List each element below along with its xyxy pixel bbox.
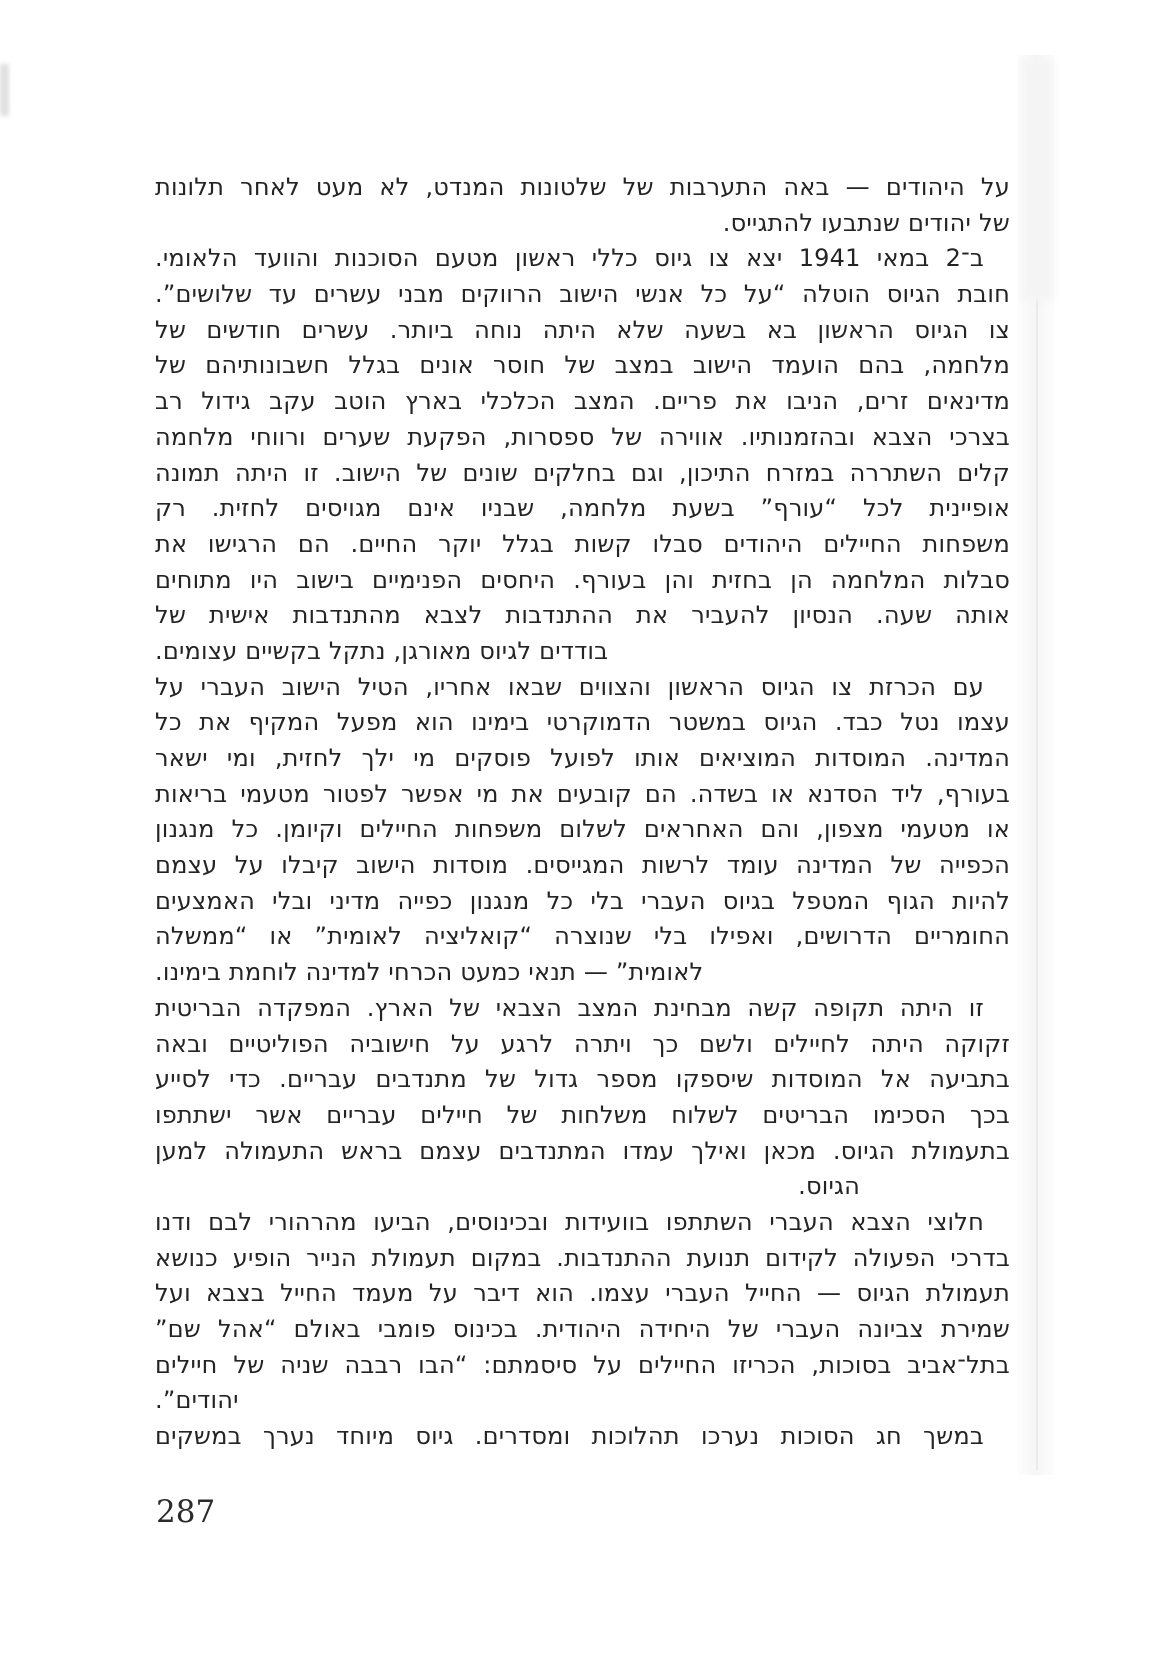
text-line: הגיוס. xyxy=(798,1172,860,1201)
text-line: של יהודים שנתבעו להתגייס. xyxy=(722,208,1010,237)
text-line: אותה שעה. הנסיון להעביר את ההתנדבות לצבא מהתנדבות אישית של xyxy=(155,601,1010,630)
text-line: בכך הסכימו הבריטים לשלוח משלחות של חיילים עבריים אשר ישתתפו xyxy=(155,1100,1010,1129)
text-line: במשך חג הסוכות נערכו תהלוכות ומסדרים. גיוס מיוחד נערך במשקים xyxy=(155,1422,984,1451)
text-line: מדינאים זרים, הניבו את פריים. המצב הכלכלי בארץ הוטב עקב גידול רב xyxy=(155,387,1010,416)
text-line: הכפייה של המדינה עומד לרשות המגייסים. מוסדות הישוב קיבלו על עצמם xyxy=(155,851,1010,880)
scan-smudge-left xyxy=(0,64,9,116)
scan-blotch xyxy=(1022,60,1054,300)
text-line: בתעמולת הגיוס. מכאן ואילך עמדו המתנדבים עצמם בראש התעמולה למען xyxy=(155,1136,1010,1165)
text-line: עם הכרזת צו הגיוס הראשון והצווים שבאו אחריו, הטיל הישוב העברי על xyxy=(155,672,984,701)
text-line: זקוקה היתה לחיילים ולשם כך ויתרה לרגע על חישוביה הפוליטיים ובאה xyxy=(155,1029,1010,1058)
text-line: בתל־אביב בסוכות, הכריזו החיילים על סיסמתם: “הבו רבבה שניה של חיילים xyxy=(155,1350,1010,1379)
text-line: בעורף, ליד הסדנא או בשדה. הם קובעים את מי אפשר לפטור מטעמי בריאות xyxy=(155,779,1010,808)
text-line: חלוצי הצבא העברי השתתפו בוועידות ובכינוסים, הביעו מהרהורי לבם ודנו xyxy=(155,1207,984,1236)
text-line: שמירת צביונה העברי של היחידה היהודית. בכינוס פומבי באולם “אהל שם” xyxy=(155,1315,1010,1343)
page-number: 287 xyxy=(156,1494,216,1530)
text-line: בדרכי הפעולה לקידום תנועת ההתנדבות. במקום תעמולת הנייר הופיע כנושא xyxy=(155,1243,1010,1272)
text-line: בתביעה אל המוסדות שיספקו מספר גדול של מתנדבים עבריים. כדי לסייע xyxy=(155,1065,1010,1094)
text-line: המדינה. המוסדות המוציאים אותו לפועל פוסקים מי ילך לחזית, ומי ישאר xyxy=(155,744,1010,772)
text-line: או מטעמי מצפון, והם האחראים לשלום משפחות החיילים וקיומן. כל מנגנון xyxy=(155,815,1010,844)
text-line: חובת הגיוס הוטלה “על כל אנשי הישוב הרווקים מבני עשרים עד שלושים”. xyxy=(155,280,1010,309)
text-line: בודדים לגיוס מאורגן, נתקל בקשיים עצומים. xyxy=(155,636,609,665)
text-line: על היהודים — באה התערבות של שלטונות המנדט, לא מעט לאחר תלונות xyxy=(155,173,1010,201)
text-line: יהודים”. xyxy=(155,1386,239,1415)
text-line: בצרכי הצבא ובהזמנותיו. אווירה של ספסרות, הפקעת שערים ורווחי מלחמה xyxy=(155,422,1010,451)
text-line: ב־2 במאי 1941 יצא צו גיוס כללי ראשון מטעם הסוכנות והוועד הלאומי. xyxy=(155,244,984,273)
text-block xyxy=(155,170,1010,1455)
text-line: תעמולת הגיוס — החייל העברי עצמו. הוא דיבר על מעמד החייל בצבא ועל xyxy=(155,1279,1010,1308)
text-line: קלים השתררה במזרח התיכון, וגם בחלקים שונים של הישוב. זו היתה תמונה xyxy=(155,458,1010,487)
text-line: משפחות החיילים היהודים סבלו קשות בגלל יוקר החיים. הם הרגישו את xyxy=(155,529,1010,558)
text-line: לאומית” — תנאי כמעט הכרחי למדינה לוחמת בימינו. xyxy=(155,958,704,987)
text-line: זו היתה תקופה קשה מבחינת המצב הצבאי של הארץ. המפקדה הבריטית xyxy=(155,993,984,1022)
text-line: אופיינית לכל “עורף” בשעת מלחמה, שבניו אינם מגויסים לחזית. רק xyxy=(155,494,1010,523)
text-line: להיות הגוף המטפל בגיוס העברי בלי כל מנגנון כפייה מדיני ובלי האמצעים xyxy=(155,886,1010,915)
text-line: סבלות המלחמה הן בחזית והן בעורף. היחסים הפנימיים בישוב היו מתוחים xyxy=(155,565,1010,594)
text-line: החומריים הדרושים, ואפילו בלי שנוצרה “קואליציה לאומית” או “ממשלה xyxy=(155,922,1010,951)
text-line: עצמו נטל כבד. הגיוס במשטר הדמוקרטי בימינו הוא מפעל המקיף את כל xyxy=(155,708,1010,737)
text-line: מלחמה, בהם הועמד הישוב במצב של חוסר אונים בגלל חשבונותיהם של xyxy=(155,351,1010,380)
text-line: צו הגיוס הראשון בא בשעה שלא היתה נוחה ביותר. עשרים חודשים של xyxy=(155,315,1010,344)
